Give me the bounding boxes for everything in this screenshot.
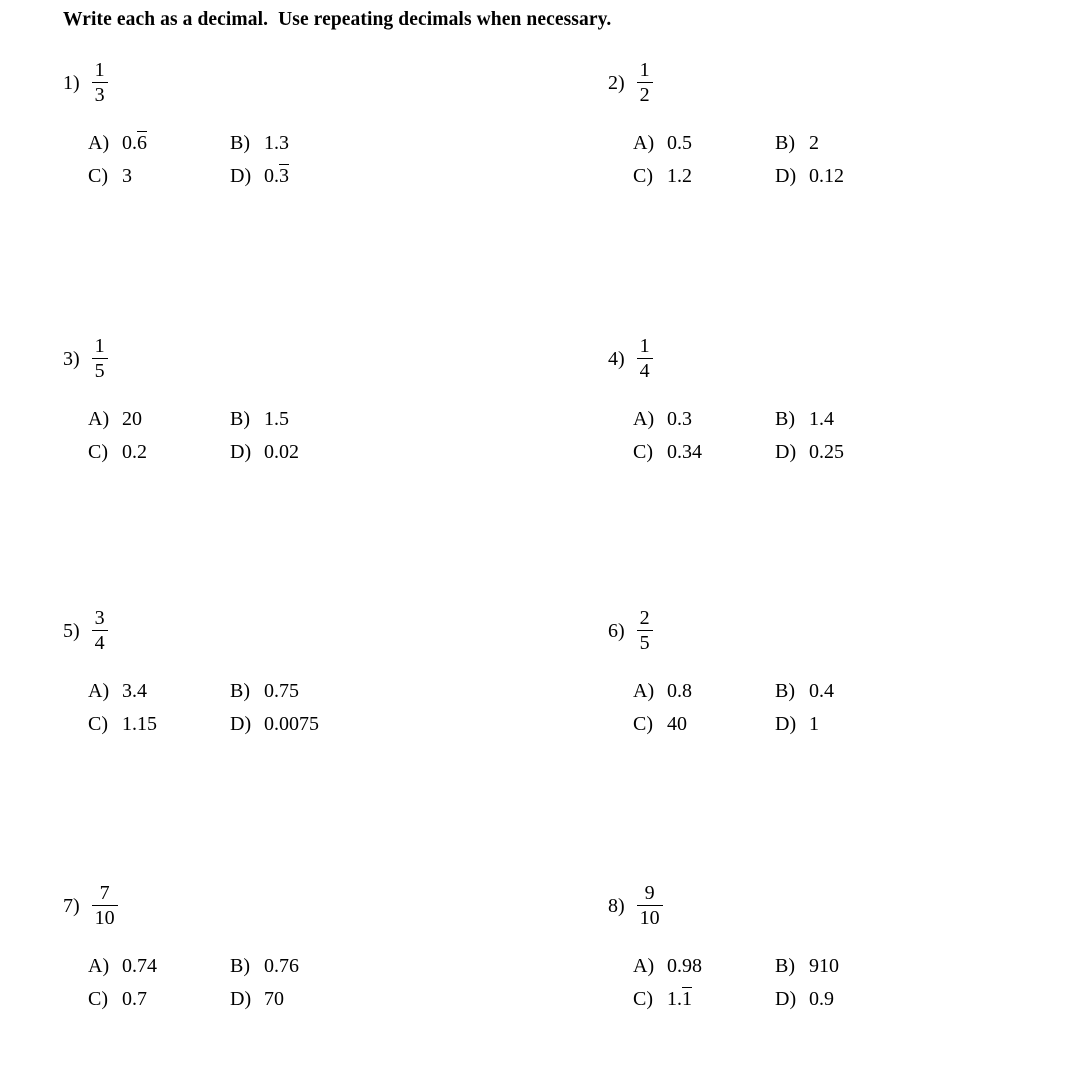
- choice-value-plain: 40: [667, 713, 687, 735]
- problem-8: [608, 881, 1092, 1011]
- problem-7-choices: [88, 955, 553, 1011]
- worksheet-instructions: Write each as a decimal. Use repeating decimals when necessary.: [63, 9, 612, 30]
- choice-value: [809, 955, 839, 978]
- fraction-numerator: 7: [99, 882, 110, 904]
- choice-value-plain: 0.12: [809, 165, 844, 187]
- problem-1-choices: [88, 132, 553, 188]
- choice-letter: D): [230, 713, 252, 735]
- problem-5-choices: [88, 680, 553, 736]
- choice-value: [122, 408, 142, 431]
- choice-letter: C): [633, 713, 653, 735]
- choice-d: [775, 165, 1092, 188]
- choice-value-repeating: 1: [682, 988, 692, 1010]
- problem-6-statement: [608, 606, 1092, 655]
- problem-number: 2): [608, 71, 625, 94]
- choice-letter: B): [775, 132, 795, 154]
- choice-value-plain: 0.4: [809, 680, 834, 702]
- choice-value: [122, 988, 147, 1011]
- problem-number: 8): [608, 894, 625, 917]
- choice-value: [122, 955, 157, 978]
- choice-b: [775, 408, 1092, 431]
- choice-d: [775, 441, 1092, 464]
- problem-7-statement: [63, 881, 553, 930]
- choice-letter: B): [230, 955, 250, 977]
- fraction: [637, 58, 653, 107]
- choice-value-plain: 0.0075: [264, 713, 319, 735]
- choice-value-plain: 0.75: [264, 680, 299, 702]
- choice-letter: A): [633, 955, 655, 977]
- choice-d: [230, 165, 553, 188]
- choice-value-plain: 1.3: [264, 132, 289, 154]
- choice-a: [88, 132, 230, 155]
- problem-8-statement: [608, 881, 1092, 930]
- problem-1-statement: [63, 58, 553, 107]
- choice-value: [264, 680, 299, 703]
- problem-3-choices: [88, 408, 553, 464]
- choice-value: [264, 441, 299, 464]
- choice-value-plain: 1.4: [809, 408, 834, 430]
- fraction-denominator: 4: [639, 360, 650, 382]
- choice-b: [775, 955, 1092, 978]
- choice-value: [809, 132, 819, 155]
- choice-c: [88, 713, 230, 736]
- choice-letter: D): [775, 441, 797, 463]
- choice-value: [809, 713, 819, 736]
- fraction-numerator: 1: [639, 59, 650, 81]
- problem-3-statement: [63, 334, 553, 383]
- choice-value: [667, 165, 692, 188]
- choice-value: [122, 713, 157, 736]
- choice-value-plain: 2: [809, 132, 819, 154]
- choice-letter: D): [230, 165, 252, 187]
- problem-8-choices: [633, 955, 1092, 1011]
- choice-c: [633, 441, 775, 464]
- fraction: [637, 881, 663, 930]
- choice-letter: B): [775, 408, 795, 430]
- choice-letter: A): [633, 132, 655, 154]
- choice-letter: A): [88, 680, 110, 702]
- fraction-numerator: 9: [644, 882, 655, 904]
- choice-letter: D): [230, 441, 252, 463]
- choice-value: [122, 132, 147, 155]
- problem-4: [608, 334, 1092, 464]
- choice-value: [809, 408, 834, 431]
- choice-value-plain: 0.3: [667, 408, 692, 430]
- problem-number: 4): [608, 347, 625, 370]
- choice-letter: A): [88, 132, 110, 154]
- problem-6-choices: [633, 680, 1092, 736]
- choice-letter: C): [633, 165, 653, 187]
- choice-letter: B): [230, 680, 250, 702]
- fraction: [92, 881, 118, 930]
- problem-5-statement: [63, 606, 553, 655]
- choice-value-plain: 20: [122, 408, 142, 430]
- choice-value-plain: 1.15: [122, 713, 157, 735]
- choice-d: [230, 713, 553, 736]
- choice-value-plain: 1.: [667, 988, 682, 1010]
- choice-c: [88, 988, 230, 1011]
- choice-value-plain: 1.2: [667, 165, 692, 187]
- choice-value-plain: 0.9: [809, 988, 834, 1010]
- choice-b: [775, 680, 1092, 703]
- choice-letter: C): [633, 988, 653, 1010]
- choice-value-plain: 1: [809, 713, 819, 735]
- problem-2-choices: [633, 132, 1092, 188]
- choice-value-plain: 0.34: [667, 441, 702, 463]
- fraction: [637, 606, 653, 655]
- fraction-denominator: 4: [94, 632, 105, 654]
- problem-4-choices: [633, 408, 1092, 464]
- choice-letter: C): [633, 441, 653, 463]
- choice-value: [264, 408, 289, 431]
- choice-a: [633, 955, 775, 978]
- choice-value-plain: 0.74: [122, 955, 157, 977]
- choice-d: [775, 713, 1092, 736]
- fraction-denominator: 10: [639, 907, 660, 929]
- choice-d: [230, 988, 553, 1011]
- fraction-denominator: 3: [94, 84, 105, 106]
- choice-value: [809, 441, 844, 464]
- fraction-numerator: 3: [94, 607, 105, 629]
- choice-b: [230, 132, 553, 155]
- choice-letter: C): [88, 713, 108, 735]
- problem-7: [63, 881, 553, 1011]
- choice-b: [230, 680, 553, 703]
- choice-value-plain: 3: [122, 165, 132, 187]
- choice-value-plain: 0.5: [667, 132, 692, 154]
- choice-c: [633, 165, 775, 188]
- choice-value-plain: 910: [809, 955, 839, 977]
- choice-b: [230, 955, 553, 978]
- choice-value: [264, 713, 319, 736]
- problem-number: 5): [63, 619, 80, 642]
- fraction-denominator: 5: [94, 360, 105, 382]
- choice-letter: D): [775, 988, 797, 1010]
- choice-value: [122, 441, 147, 464]
- fraction-denominator: 10: [94, 907, 115, 929]
- choice-c: [88, 441, 230, 464]
- choice-value-plain: 0.8: [667, 680, 692, 702]
- choice-letter: A): [88, 955, 110, 977]
- fraction-numerator: 2: [639, 607, 650, 629]
- problem-6: [608, 606, 1092, 736]
- problem-2: [608, 58, 1092, 188]
- choice-letter: A): [633, 408, 655, 430]
- choice-c: [633, 713, 775, 736]
- fraction-denominator: 2: [639, 84, 650, 106]
- choice-value-repeating: 3: [279, 165, 289, 187]
- problem-number: 3): [63, 347, 80, 370]
- choice-value-repeating: 6: [137, 132, 147, 154]
- choice-value-plain: 70: [264, 988, 284, 1010]
- choice-letter: D): [775, 713, 797, 735]
- choice-value: [667, 408, 692, 431]
- fraction-numerator: 1: [94, 335, 105, 357]
- choice-value: [122, 165, 132, 188]
- choice-a: [88, 680, 230, 703]
- problem-number: 1): [63, 71, 80, 94]
- choice-letter: B): [230, 132, 250, 154]
- problem-4-statement: [608, 334, 1092, 383]
- choice-b: [775, 132, 1092, 155]
- choice-value-plain: 0.98: [667, 955, 702, 977]
- choice-value: [667, 680, 692, 703]
- choice-letter: B): [230, 408, 250, 430]
- choice-a: [633, 680, 775, 703]
- choice-value-plain: 0.: [264, 165, 279, 187]
- choice-d: [775, 988, 1092, 1011]
- choice-value-plain: 0.25: [809, 441, 844, 463]
- fraction: [637, 334, 653, 383]
- choice-value-plain: 3.4: [122, 680, 147, 702]
- choice-letter: A): [633, 680, 655, 702]
- choice-a: [633, 132, 775, 155]
- choice-value: [264, 165, 289, 188]
- choice-value: [667, 955, 702, 978]
- choice-value-plain: 0.: [122, 132, 137, 154]
- choice-value: [264, 955, 299, 978]
- problem-1: [63, 58, 553, 188]
- fraction: [92, 606, 108, 655]
- choice-a: [633, 408, 775, 431]
- choice-value: [667, 132, 692, 155]
- fraction: [92, 58, 108, 107]
- choice-value: [122, 680, 147, 703]
- choice-c: [633, 988, 775, 1011]
- choice-letter: D): [230, 988, 252, 1010]
- choice-value-plain: 0.02: [264, 441, 299, 463]
- problem-number: 6): [608, 619, 625, 642]
- choice-a: [88, 955, 230, 978]
- choice-value: [667, 441, 702, 464]
- choice-d: [230, 441, 553, 464]
- choice-value: [809, 988, 834, 1011]
- choice-letter: C): [88, 165, 108, 187]
- fraction-numerator: 1: [639, 335, 650, 357]
- fraction: [92, 334, 108, 383]
- choice-value-plain: 0.7: [122, 988, 147, 1010]
- choice-value: [667, 988, 692, 1011]
- choice-letter: A): [88, 408, 110, 430]
- choice-value-plain: 1.5: [264, 408, 289, 430]
- choice-letter: C): [88, 988, 108, 1010]
- choice-a: [88, 408, 230, 431]
- choice-letter: C): [88, 441, 108, 463]
- choice-letter: B): [775, 680, 795, 702]
- problem-3: [63, 334, 553, 464]
- choice-letter: B): [775, 955, 795, 977]
- choice-value: [667, 713, 687, 736]
- choice-c: [88, 165, 230, 188]
- problem-number: 7): [63, 894, 80, 917]
- choice-value-plain: 0.2: [122, 441, 147, 463]
- choice-b: [230, 408, 553, 431]
- choice-value: [809, 680, 834, 703]
- choice-value: [264, 132, 289, 155]
- fraction-denominator: 5: [639, 632, 650, 654]
- problem-5: [63, 606, 553, 736]
- choice-letter: D): [775, 165, 797, 187]
- choice-value: [264, 988, 284, 1011]
- fraction-numerator: 1: [94, 59, 105, 81]
- choice-value: [809, 165, 844, 188]
- choice-value-plain: 0.76: [264, 955, 299, 977]
- problem-2-statement: [608, 58, 1092, 107]
